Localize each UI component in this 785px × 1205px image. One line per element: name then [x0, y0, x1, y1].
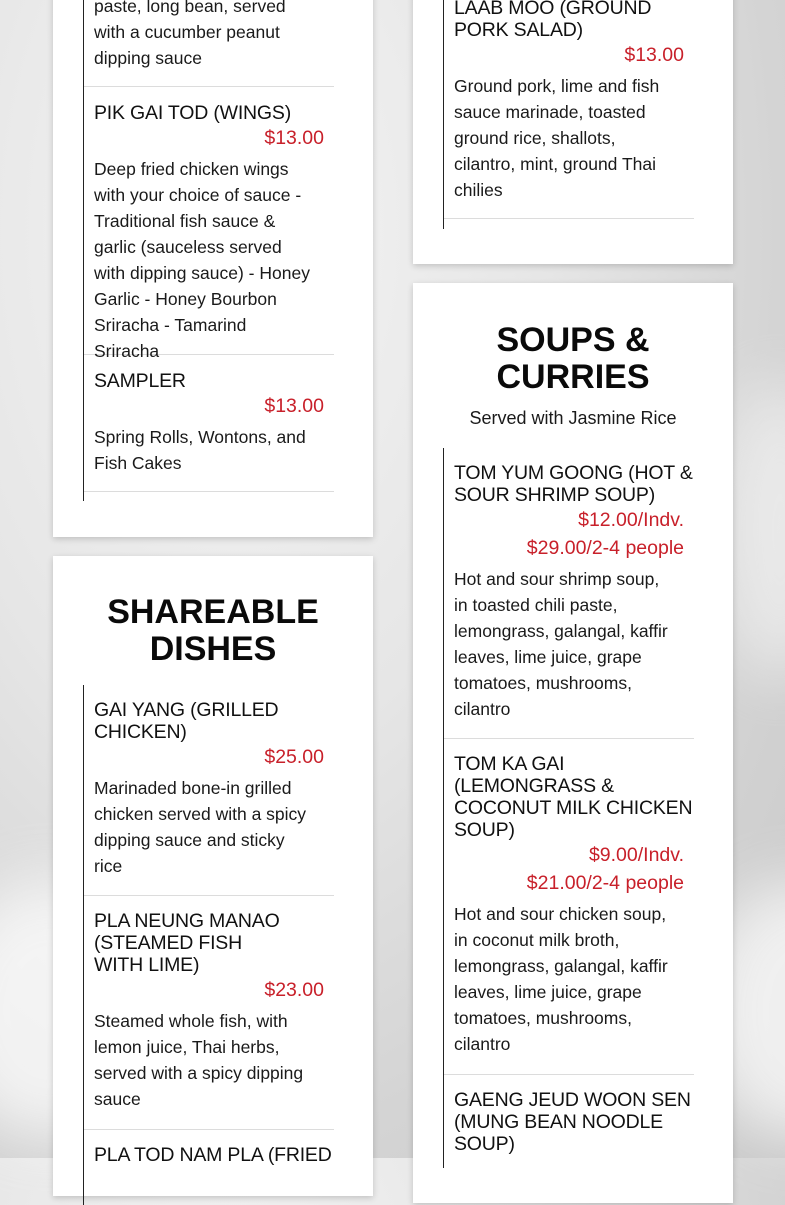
menu-item-description: Steamed whole fish, with lemon juice, Thai herbs, served with a spicy dipping sauce: [94, 1011, 304, 1109]
menu-item: [84, 355, 334, 492]
section-subtitle: Served with Jasmine Rice: [469, 408, 677, 428]
menu-item-description: Hot and sour chicken soup, in coconut milk broth, lemongrass, galangal, kaffir leaves, lime juice, grape tomatoes, mushrooms, cilantro: [454, 904, 668, 1054]
menu-item-price: $9.00/Indv.: [588, 844, 684, 866]
section-title: [413, 322, 733, 396]
menu-item: [84, 0, 334, 87]
section-title: [53, 594, 373, 668]
section-title-line: CURRIES: [496, 358, 650, 396]
soups-curries-card: [413, 283, 733, 1203]
appetizers-card: [53, 0, 373, 537]
shareable-dishes-card: [53, 556, 373, 1196]
menu-item-description: Deep fried chicken wings with your choice of sauce - Traditional fish sauce & garlic (sauceless served with dipping sauce) - Honey Garlic - Honey Bourbon Sriracha - Tamarind Sriracha: [94, 159, 310, 361]
menu-item: [84, 1130, 334, 1166]
menu-item-description: Ground pork, lime and fish sauce marinade, toasted ground rice, shallots, cilantro, mint, ground Thai chilies: [454, 76, 660, 200]
appetizers-items: [83, 0, 334, 501]
menu-item-name: GAENG JEUD WOON SEN (MUNG BEAN NOODLE SOUP): [454, 1089, 691, 1155]
menu-item: [444, 1075, 694, 1155]
menu-item-name: PLA TOD NAM PLA (FRIED: [94, 1144, 332, 1166]
menu-item-description: Marinaded bone-in grilled chicken served with a spicy dipping sauce and sticky rice: [94, 778, 307, 876]
section-title-line: SOUPS &: [496, 321, 650, 359]
menu-item-price-group: $29.00/2-4 people: [526, 537, 684, 559]
menu-item-price: $12.00/Indv.: [578, 509, 684, 531]
menu-item-name: SAMPLER: [94, 370, 186, 392]
menu-item-price: $25.00: [264, 746, 324, 768]
menu-item-name: LAAB MOO (GROUND PORK SALAD): [454, 0, 652, 41]
salads-items: [443, 0, 694, 229]
menu-item: [444, 739, 694, 1075]
menu-item-description: Hot and sour shrimp soup, in toasted chili paste, lemongrass, galangal, kaffir leaves, lime juice, grape tomatoes, mushrooms, cilantro: [454, 569, 668, 719]
menu-item-name: PIK GAI TOD (WINGS): [94, 102, 291, 124]
menu-item-name: TOM KA GAI (LEMONGRASS & COCONUT MILK CHICKEN SOUP): [454, 753, 693, 841]
menu-item-price: $23.00: [264, 979, 324, 1001]
menu-item: [444, 448, 694, 739]
menu-item: [84, 87, 334, 361]
menu-item: [84, 896, 334, 1130]
section-title-line: SHAREABLE: [107, 593, 319, 631]
menu-item-description: paste, long bean, served with a cucumber peanut dipping sauce: [94, 0, 286, 68]
shareable-items: [83, 685, 334, 1205]
menu-item-name: PLA NEUNG MANAO (STEAMED FISH WITH LIME): [94, 910, 280, 976]
menu-item-price: $13.00: [624, 44, 684, 66]
menu-item: [444, 0, 694, 219]
menu-item: [84, 685, 334, 896]
menu-item-description: Spring Rolls, Wontons, and Fish Cakes: [94, 427, 306, 473]
salads-card: [413, 0, 733, 264]
menu-item-price-group: $21.00/2-4 people: [526, 872, 684, 894]
menu-item-name: GAI YANG (GRILLED CHICKEN): [94, 699, 279, 743]
menu-item-price: $13.00: [264, 395, 324, 417]
menu-item-name: TOM YUM GOONG (HOT & SOUR SHRIMP SOUP): [454, 462, 693, 506]
menu-item-price: $13.00: [264, 127, 324, 149]
section-title-line: DISHES: [149, 630, 277, 668]
soups-items: [443, 448, 694, 1168]
